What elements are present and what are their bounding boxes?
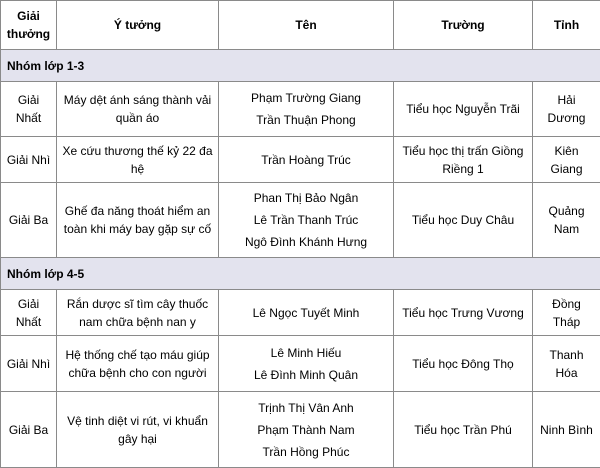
- idea-cell: Vệ tinh diệt vi rút, vi khuẩn gây hại: [57, 392, 219, 468]
- student-name: Lê Đình Minh Quân: [223, 364, 389, 386]
- school-cell: Tiểu học Đông Thọ: [394, 336, 533, 392]
- header-prize: Giải thưởng: [1, 1, 57, 50]
- student-name: Phan Thị Bảo Ngân: [223, 187, 389, 209]
- prize-cell: Giải Nhì: [1, 137, 57, 183]
- table-row: [1, 82, 600, 137]
- idea-cell: Máy dệt ánh sáng thành vải quần áo: [57, 82, 219, 137]
- school-cell: Tiểu học Trưng Vương: [394, 290, 533, 336]
- student-name: Trần Thuận Phong: [223, 109, 389, 131]
- student-name: Phạm Trường Giang: [223, 87, 389, 109]
- school-cell: Tiểu học Trần Phú: [394, 392, 533, 468]
- prize-cell: Giải Nhất: [1, 82, 57, 137]
- names-cell: [219, 392, 394, 468]
- student-name: Trần Hồng Phúc: [223, 441, 389, 463]
- idea-cell: Ghế đa năng thoát hiểm an toàn khi máy bay gặp sự cố: [57, 183, 219, 258]
- student-name: Trần Hoàng Trúc: [223, 149, 389, 171]
- student-name: Lê Ngọc Tuyết Minh: [223, 302, 389, 324]
- table-row: [1, 392, 600, 468]
- province-cell: Đồng Tháp: [533, 290, 600, 336]
- province-cell: Hải Dương: [533, 82, 600, 137]
- idea-cell: Hệ thống chế tạo máu giúp chữa bệnh cho con người: [57, 336, 219, 392]
- idea-cell: Rắn dược sĩ tìm cây thuốc nam chữa bệnh nan y: [57, 290, 219, 336]
- school-cell: Tiểu học Duy Châu: [394, 183, 533, 258]
- group-row: [1, 50, 600, 82]
- student-name: Lê Trần Thanh Trúc: [223, 209, 389, 231]
- school-cell: Tiểu học thị trấn Giồng Riềng 1: [394, 137, 533, 183]
- student-name: Lê Minh Hiếu: [223, 342, 389, 364]
- names-cell: [219, 183, 394, 258]
- table-row: [1, 290, 600, 336]
- names-cell: [219, 336, 394, 392]
- prize-cell: Giải Ba: [1, 392, 57, 468]
- prize-cell: Giải Ba: [1, 183, 57, 258]
- header-province: Tỉnh: [533, 1, 600, 50]
- header-name: Tên: [219, 1, 394, 50]
- table-row: [1, 137, 600, 183]
- student-name: Ngô Đình Khánh Hưng: [223, 231, 389, 253]
- idea-cell: Xe cứu thương thế kỷ 22 đa hệ: [57, 137, 219, 183]
- student-name: Phạm Thành Nam: [223, 419, 389, 441]
- school-cell: Tiểu học Nguyễn Trãi: [394, 82, 533, 137]
- student-name: Trịnh Thị Vân Anh: [223, 397, 389, 419]
- prize-cell: Giải Nhất: [1, 290, 57, 336]
- group-row: [1, 258, 600, 290]
- table-row: [1, 336, 600, 392]
- province-cell: Quảng Nam: [533, 183, 600, 258]
- header-row: [1, 1, 600, 50]
- prize-cell: Giải Nhì: [1, 336, 57, 392]
- names-cell: [219, 137, 394, 183]
- province-cell: Kiên Giang: [533, 137, 600, 183]
- province-cell: Thanh Hóa: [533, 336, 600, 392]
- table-row: [1, 183, 600, 258]
- names-cell: [219, 82, 394, 137]
- header-school: Trường: [394, 1, 533, 50]
- group-title: Nhóm lớp 4-5: [1, 258, 600, 290]
- group-title: Nhóm lớp 1-3: [1, 50, 600, 82]
- header-idea: Ý tưởng: [57, 1, 219, 50]
- names-cell: [219, 290, 394, 336]
- province-cell: Ninh Bình: [533, 392, 600, 468]
